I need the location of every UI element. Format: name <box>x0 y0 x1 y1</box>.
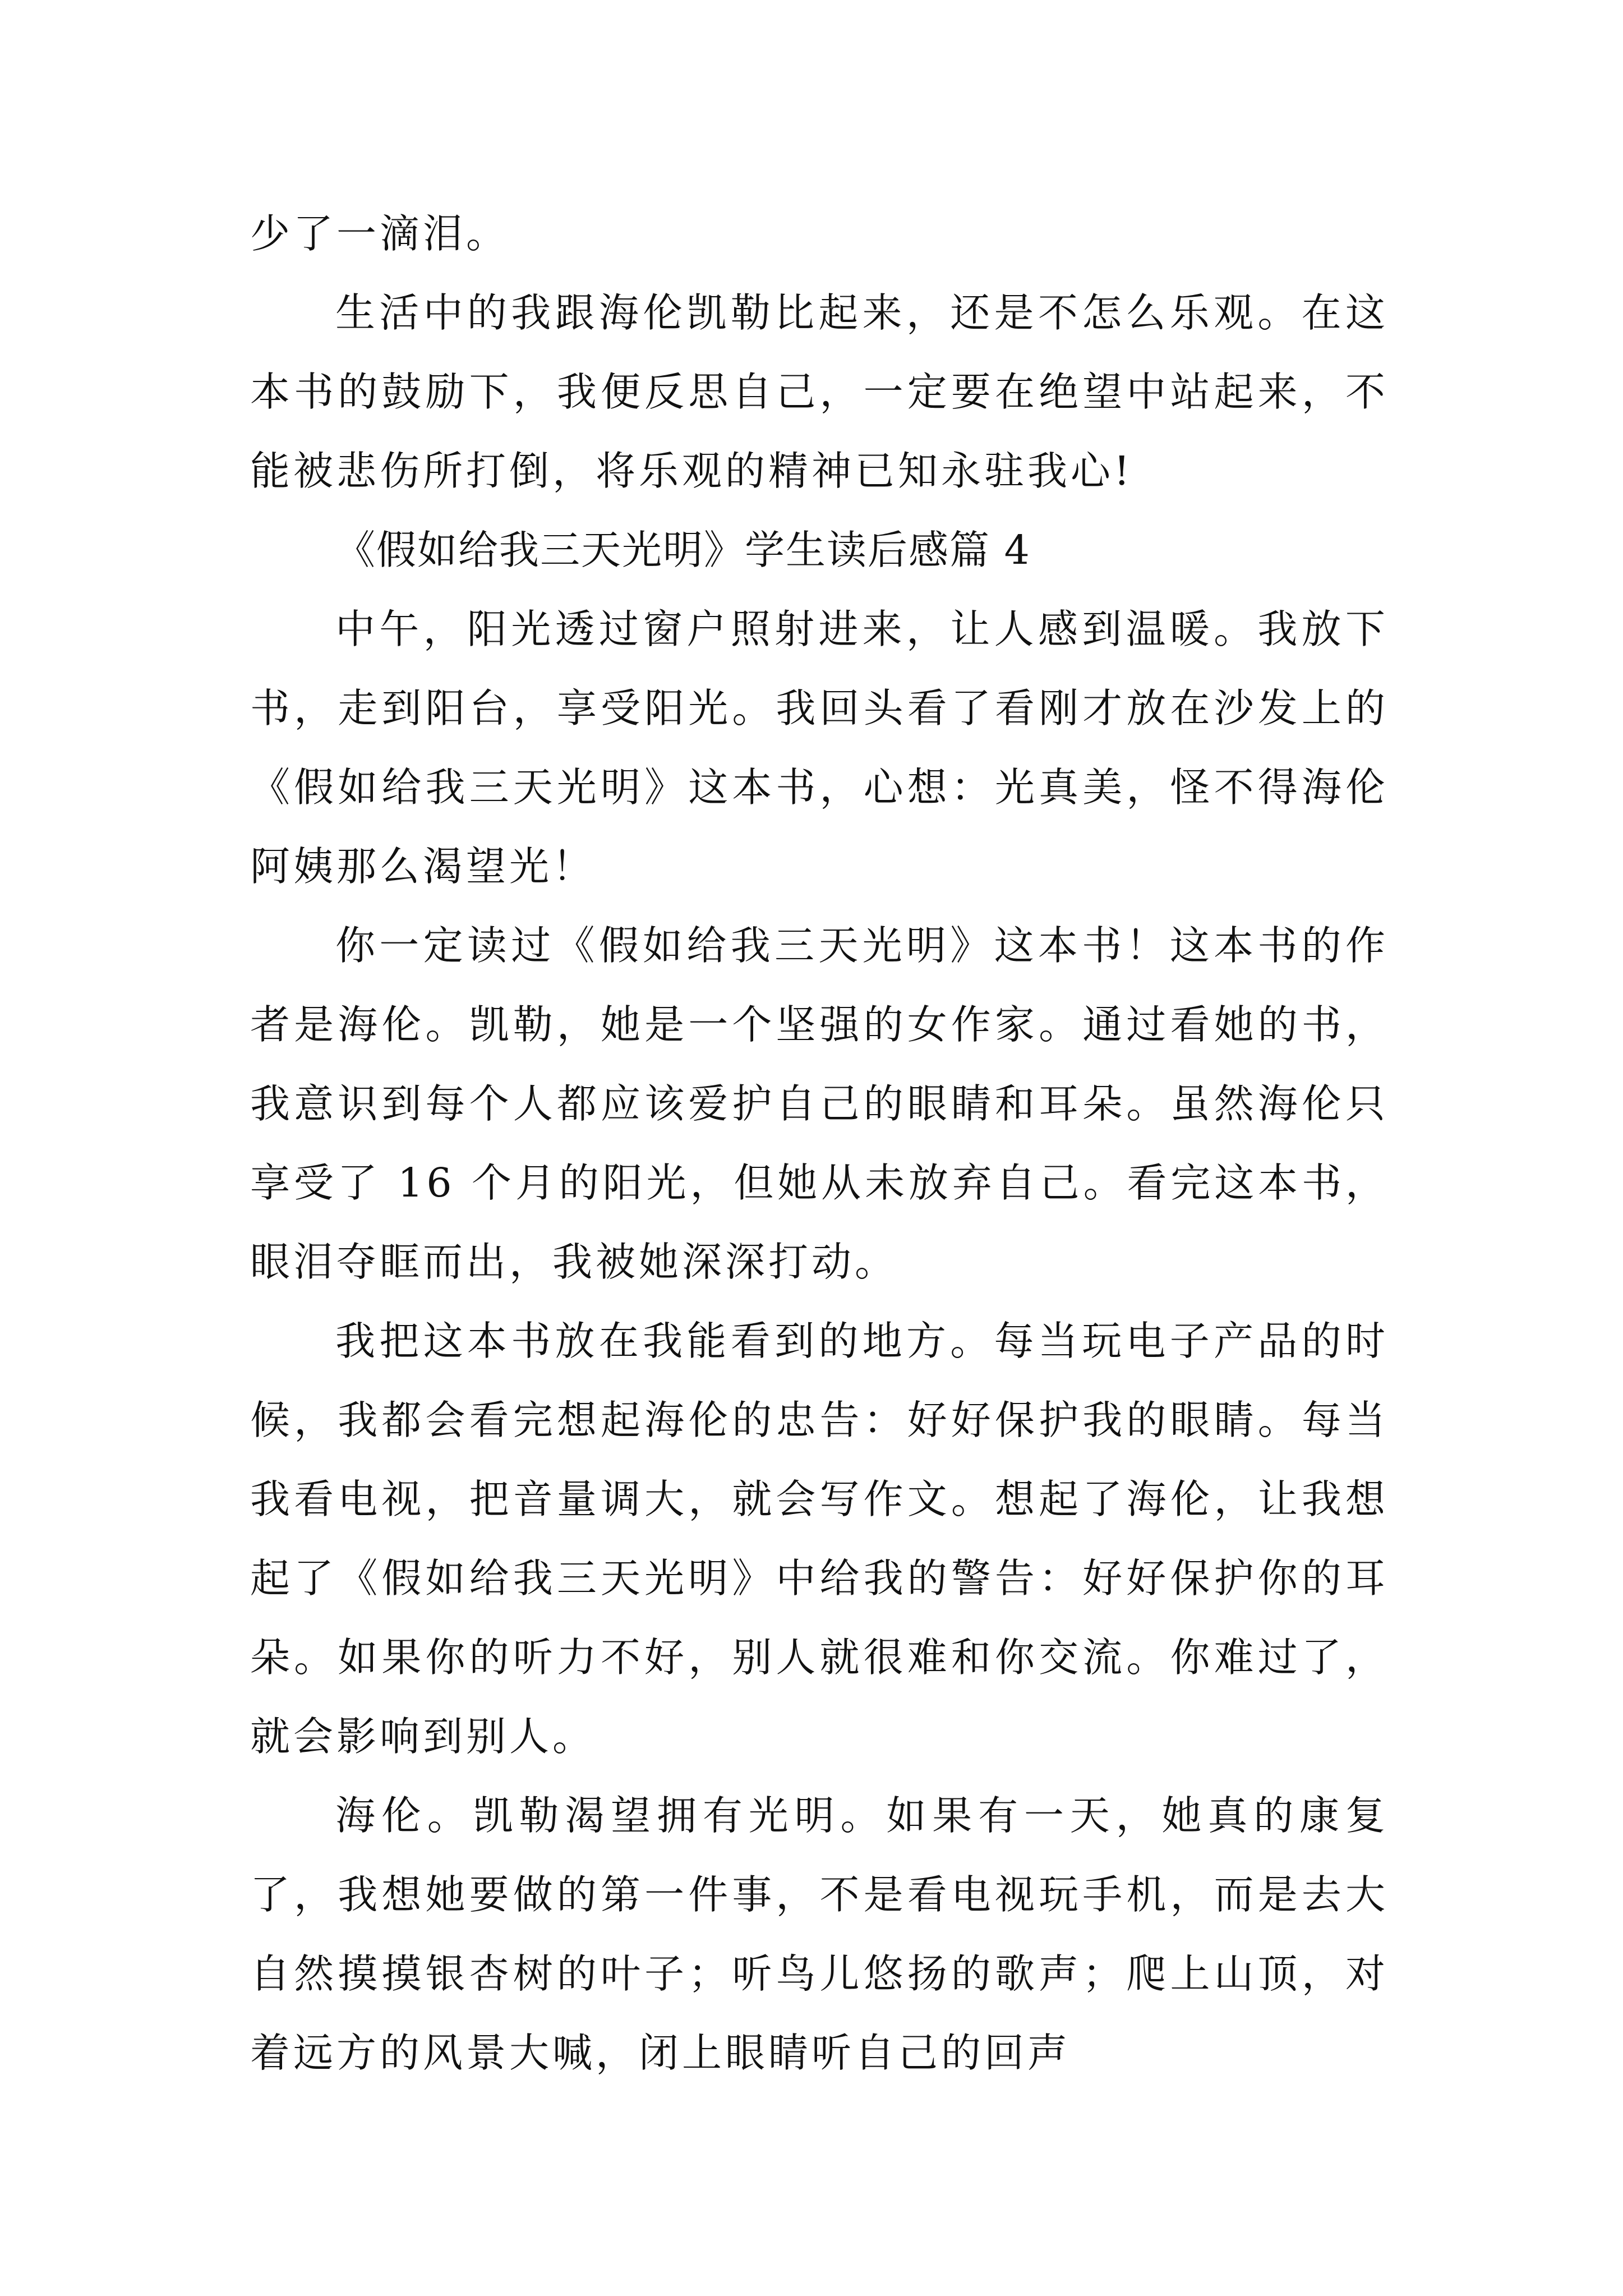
paragraph-author-intro: 你一定读过《假如给我三天光明》这本书！这本书的作者是海伦。凯勒，她是一个坚强的女作家。通过看她的书，我意识到每个人都应该爱护自己的眼睛和耳朵。虽然海伦只享受了 16 个月的阳光，但她从未放弃自己。看完这本书，眼泪夺眶而出，我被她深深打动。 <box>250 922 1389 1285</box>
document-body <box>250 194 1389 2092</box>
paragraph-optimism: 生活中的我跟海伦凯勒比起来，还是不怎么乐观。在这本书的鼓励下，我便反思自己，一定要在绝望中站起来，不能被悲伤所打倒，将乐观的精神已知永驻我心! <box>250 289 1389 494</box>
paragraph-continuation: 少了一滴泪。 <box>250 210 510 257</box>
paragraph-longing-for-light: 海伦。凯勒渴望拥有光明。如果有一天，她真的康复了，我想她要做的第一件事，不是看电视玩手机，而是去大自然摸摸银杏树的叶子；听鸟儿悠扬的歌声；爬上山顶，对着远方的风景大喊，闭上眼睛听自己的回声 <box>250 1792 1389 2076</box>
section-heading: 《假如给我三天光明》学生读后感篇 4 <box>335 527 1031 573</box>
paragraph-noon-sunlight: 中午，阳光透过窗户照射进来，让人感到温暖。我放下书，走到阳台，享受阳光。我回头看了看刚才放在沙发上的《假如给我三天光明》这本书，心想：光真美，怪不得海伦阿姨那么渴望光！ <box>250 606 1389 890</box>
paragraph-warnings: 我把这本书放在我能看到的地方。每当玩电子产品的时候，我都会看完想起海伦的忠告：好好保护我的眼睛。每当我看电视，把音量调大，就会写作文。想起了海伦，让我想起了《假如给我三天光明》中给我的警告：好好保护你的耳朵。如果你的听力不好，别人就很难和你交流。你难过了，就会影响到别人。 <box>250 1318 1389 1760</box>
